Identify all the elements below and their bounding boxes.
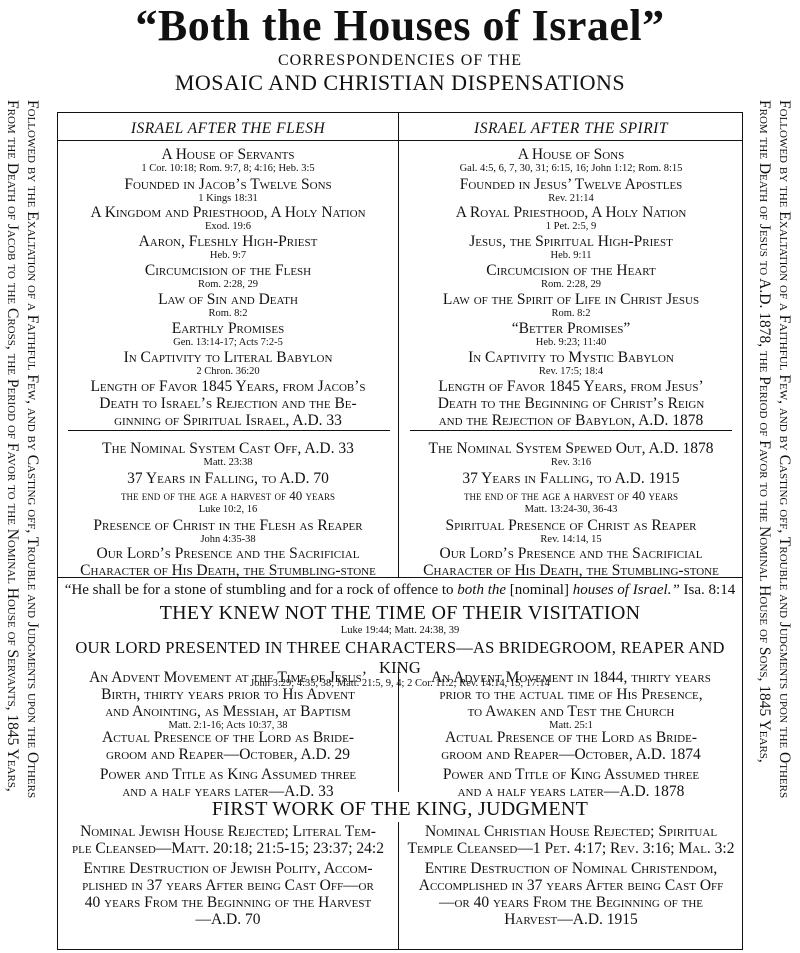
list-item: 37 Years in Falling, to A.D. 70 the end of the age a harvest of 40 years Luke 10:2, 16 — [120, 470, 336, 515]
presence-left: Actual Presence of the Lord as Bride- groom and Reaper—October, A.D. 29 — [102, 729, 354, 763]
visitation-heading: THEY KNEW NOT THE TIME OF THEIR VISITATION Luke 19:44; Matt. 24:38, 39 — [159, 602, 641, 636]
list-item: Presence of Christ in the Flesh as Reaper John 4:35-38 — [93, 517, 363, 545]
list-item: Law of the Spirit of Life in Christ Jesus Rom. 8:2 — [442, 291, 700, 319]
three-characters-heading: OUR LORD PRESENTED IN THREE CHARACTERS—AS BRIDEGROOM, REAPER AND KING John 3:29; 4:35, 38; Matt. 21:5, 9, 4; 2 Cor. 11:2; Rev. 14:14, 15; 17:14 — [75, 638, 725, 689]
stumbling-stone-left: Our Lord’s Presence and the Sacrificial Character of His Death, the Stumbling-stone — [80, 545, 376, 579]
list-item: Jesus, the Spiritual High-Priest Heb. 9:11 — [469, 233, 673, 261]
presence-right: Actual Presence of the Lord as Bride- groom and Reaper—October, A.D. 1874 — [441, 729, 701, 763]
list-item: A House of Servants 1 Cor. 10:18; Rom. 9:7, 8; 4:16; Heb. 3:5 — [141, 146, 315, 174]
list-item: 37 Years in Falling, to A.D. 1915 the end of the age a harvest of 40 years Matt. 13:24-30, 36-43 — [462, 470, 680, 515]
rule-right — [410, 430, 732, 431]
list-item: Founded in Jacob’s Twelve Sons 1 Kings 18:31 — [124, 176, 332, 204]
power-right: Power and Title of King Assumed three and a half years later—A.D. 1878 — [442, 766, 700, 800]
list-item: Earthly Promises Gen. 13:14-17; Acts 7:2-5 — [171, 320, 285, 348]
subtitle-correspondencies: CORRESPONDENCIES OF THE — [277, 52, 523, 69]
list-item: A Kingdom and Priesthood, A Holy Nation Exod. 19:6 — [90, 204, 366, 232]
rejected-left: Nominal Jewish House Rejected; Literal Tem- ple Cleansed—Matt. 20:18; 21:5-15; 23:37; 24:2 — [71, 823, 384, 857]
side-right-line2: Followed by the Exaltation of a Faithful Few, and by Casting off, Trouble and Judgments upon the Others — [776, 100, 793, 799]
side-text-right — [754, 100, 798, 952]
first-work-heading: FIRST WORK OF THE KING, JUDGMENT — [211, 798, 589, 820]
column-divider-top — [398, 113, 399, 577]
stumbling-stone-right: Our Lord’s Presence and the Sacrificial Character of His Death, the Stumbling-stone — [423, 545, 719, 579]
header-spirit: ISRAEL AFTER THE SPIRIT — [474, 120, 668, 137]
header-flesh: ISRAEL AFTER THE FLESH — [130, 120, 326, 137]
column-divider-bottom — [398, 822, 399, 949]
list-item: Aaron, Fleshly High-Priest Heb. 9:7 — [138, 233, 318, 261]
rejected-right: Nominal Christian House Rejected; Spiritual Temple Cleansed—1 Pet. 4:17; Rev. 3:16; Mal. 3:2 — [407, 823, 735, 857]
favor-length-right: Length of Favor 1845 Years, from Jesus’ Death to the Beginning of Christ’s Reign and the Rejection of Babylon, A.D. 1878 — [437, 378, 705, 429]
list-item: “Better Promises” Heb. 9:23; 11:40 — [511, 320, 631, 348]
side-right-line1: From the Death of Jesus to A.D. 1878, the Period of Favor to the Nominal House of Sons, 1845 Years, — [756, 100, 773, 763]
destruction-right: Entire Destruction of Nominal Christendom, Accomplished in 37 years After being Cast Off —or 40 years From the Beginning of the Harvest—A.D. 1915 — [418, 860, 724, 928]
rule-left — [68, 430, 390, 431]
power-left: Power and Title as King Assumed three and a half years later—A.D. 33 — [99, 766, 357, 800]
isaiah-quote: “He shall be for a stone of stumbling and for a rock of offence to both the [nominal] houses of Israel.” Isa. 8:14 — [64, 582, 736, 598]
advent-left: An Advent Movement at the Time of Jesus’ Birth, thirty years prior to His Advent and Anointing, as Messiah, at Baptism Matt. 2:1-16; Acts 10:37, 38 — [89, 669, 367, 731]
advent-right: An Advent Movement in 1844, thirty years prior to the actual time of His Presence, to Awaken and Test the Church Matt. 25:1 — [431, 669, 711, 731]
list-item: In Captivity to Mystic Babylon Rev. 17:5; 18:4 — [468, 349, 674, 377]
list-item: In Captivity to Literal Babylon 2 Chron. 36:20 — [123, 349, 333, 377]
side-left-line2: Followed by the Exaltation of a Faithful Few, and by Casting off, Trouble and Judgments upon the Others — [24, 100, 41, 799]
list-item: Founded in Jesus’ Twelve Apostles Rev. 21:14 — [459, 176, 683, 204]
destruction-left: Entire Destruction of Jewish Polity, Accom- plished in 37 years After being Cast Off—or 40 years From the Beginning of the Harvest —A.D. 70 — [82, 860, 374, 928]
page-title: “Both the Houses of Israel” — [135, 1, 665, 50]
side-text-left — [2, 100, 46, 952]
list-item: Circumcision of the Heart Rom. 2:28, 29 — [486, 262, 656, 290]
list-item: Circumcision of the Flesh Rom. 2:28, 29 — [144, 262, 312, 290]
side-left-line1: From the Death of Jacob to the Cross, the Period of Favor to the Nominal House of Servants, 1845 Years, — [4, 100, 21, 792]
list-item: Law of Sin and Death Rom. 8:2 — [158, 291, 298, 319]
list-item: The Nominal System Cast Off, A.D. 33 Matt. 23:38 — [102, 440, 354, 468]
list-item: A House of Sons Gal. 4:5, 6, 7, 30, 31; 6:15, 16; John 1:12; Rom. 8:15 — [459, 146, 683, 174]
header-rule — [58, 140, 742, 141]
subtitle-dispensations: MOSAIC AND CHRISTIAN DISPENSATIONS — [174, 70, 626, 95]
favor-length-left: Length of Favor 1845 Years, from Jacob’s Death to Israel’s Rejection and the Be- ginning of Spiritual Israel, A.D. 33 — [90, 378, 366, 429]
list-item: The Nominal System Spewed Out, A.D. 1878 Rev. 3:16 — [428, 440, 714, 468]
list-item: A Royal Priesthood, A Holy Nation 1 Pet. 2:5, 9 — [455, 204, 687, 232]
list-item: Spiritual Presence of Christ as Reaper Rev. 14:14, 15 — [445, 517, 697, 545]
